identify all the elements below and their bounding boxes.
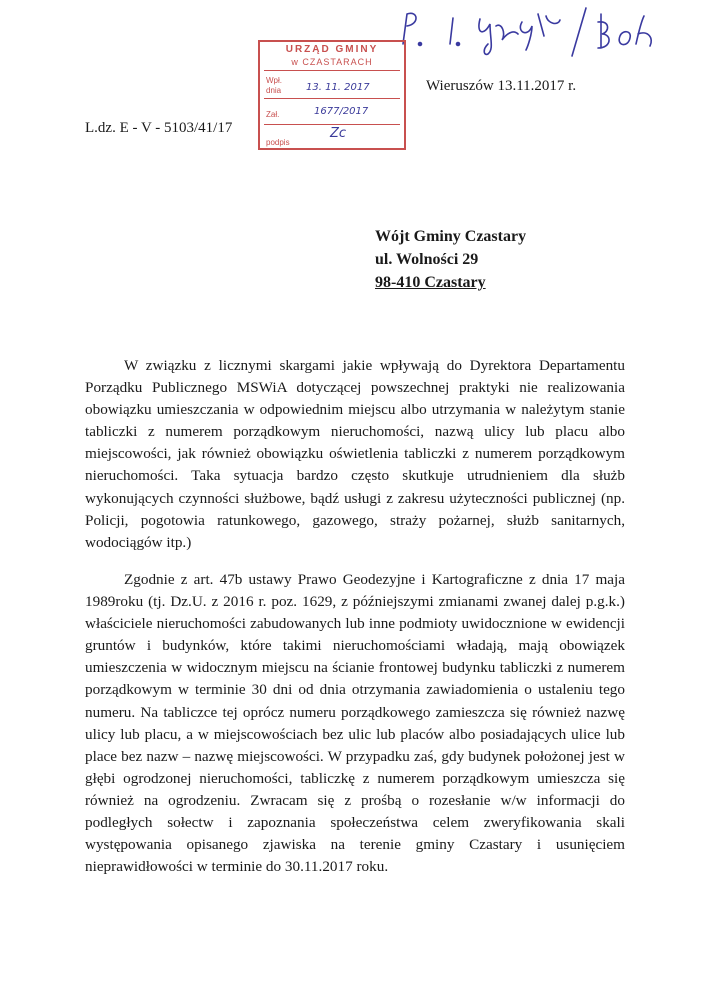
stamp-received-label: Wpł. dnia xyxy=(266,76,282,95)
stamp-number-value: 1677/2017 xyxy=(314,106,369,117)
stamp-divider xyxy=(264,124,400,125)
body-paragraph-1: W związku z licznymi skargami jakie wpływają do Dyrektora Departamentu Porządku Publicznego MSWiA dotyczącej powszechnej praktyki nie realizowania obowiązku umieszczania w odpowiednim miejscu albo utrzymania w należytym stanie tabliczki z numerem porządkowym nieruchomości, nazwą ulicy lub placu albo miejscowości, jak również obowiązku oświetlenia tabliczki z numerem porządkowym nieruchomości. Taka sytuacja bardzo często skutkuje utrudnieniem dla służb wykonujących czynności służbowe, bądź usługi z zakresu użyteczności publicznej (np. Policji, pogotowia ratunkowego, gazowego, straży pożarnej, służb sanitarnych, wodociągów itp.) xyxy=(85,357,625,551)
stamp-subtitle: w CZASTARACH xyxy=(291,57,373,67)
recipient-postal-city: 98-410 Czastary xyxy=(375,274,486,291)
stamp-divider xyxy=(264,70,400,71)
stamp-divider xyxy=(264,98,400,99)
stamp-number-label: Zał. xyxy=(266,110,280,119)
stamp-signature: Zc xyxy=(330,126,347,141)
stamp-podpis-label: podpis xyxy=(266,138,290,147)
registry-stamp xyxy=(258,40,406,150)
handwritten-annotation xyxy=(398,4,698,59)
stamp-title: URZĄD GMINY xyxy=(285,44,379,55)
recipient-name: Wójt Gminy Czastary xyxy=(375,228,527,245)
place-and-date: Wieruszów 13.11.2017 r. xyxy=(426,78,577,94)
body-paragraph-2: Zgodnie z art. 47b ustawy Prawo Geodezyjne i Kartograficzne z dnia 17 maja 1989roku (tj. Dz.U. z 2016 r. poz. 1629, z późniejszymi zmianami zwanej dalej p.g.k.) właściciele nieruchomości zabudowanych lub inne podmioty uwidocznione w ewidencji gruntów i budynków, które takimi nieruchomościami władają, mają obowiązek umieszczenia w widocznym miejscu na ścianie frontowej budynku tabliczki z numerem porządkowym w terminie 30 dni od dnia otrzymania zawiadomienia o ustaleniu tego numeru. Na tabliczce tej oprócz numeru porządkowego zamieszcza się również nazwę ulicy lub placu, a w miejscowościach bez ulic lub placów albo posiadających ulice lub place bez nazw – nazwę miejscowości. W przypadku zaś, gdy budynek położonej jest w głębi ogrodzonej nieruchomości, tabliczkę z numerem porządkowym umieszcza się również na ogrodzeniu. Zwracam się z prośbą o rozesłanie w/w informacji do podległych sołectw i zapoznania społeczeństwa celem zweryfikowania skali występowania opisanego zjawiska na terenie gminy Czastary i usunięciem nieprawidłowości w terminie do 30.11.2017 roku. xyxy=(85,571,625,876)
recipient-street: ul. Wolności 29 xyxy=(375,251,479,268)
reference-number: L.dz. E - V - 5103/41/17 xyxy=(85,120,233,136)
stamp-received-value: 13. 11. 2017 xyxy=(306,82,370,93)
